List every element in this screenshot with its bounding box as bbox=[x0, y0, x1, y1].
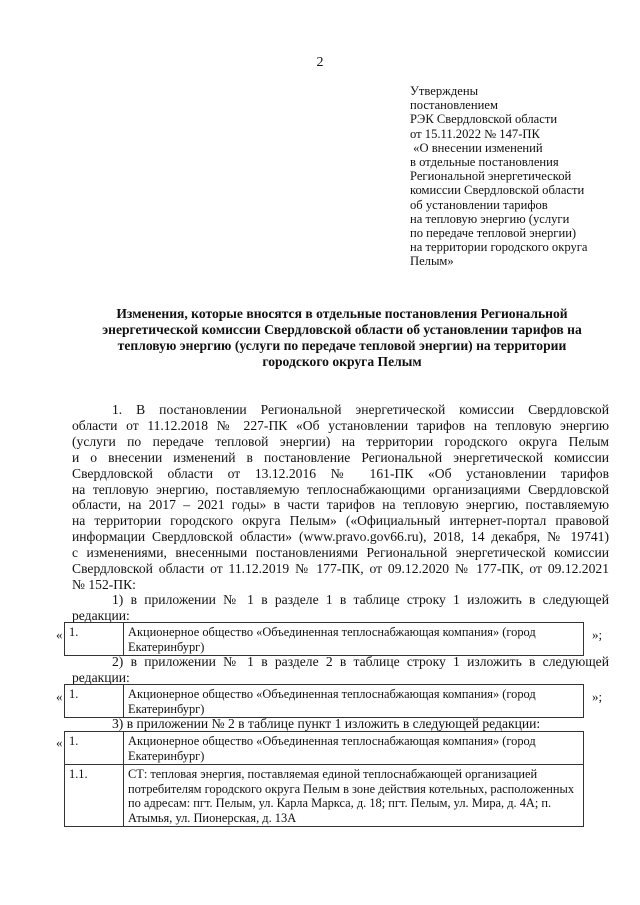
approval-line: Утверждены bbox=[410, 84, 479, 98]
paragraph-1 bbox=[72, 402, 609, 593]
paragraph-line: области от 11.12.2018 № 227-ПК «Об установлении тарифов на тепловую энергию bbox=[72, 417, 609, 433]
table-1 bbox=[64, 622, 584, 656]
quote-close: »; bbox=[592, 689, 603, 704]
paragraph-line: области, на 2017 – 2021 годы» в части тарифов на тепловую энергию, поставляемую bbox=[72, 497, 609, 513]
row-text: Акционерное общество «Объединенная теплоснабжающая компания» (город Екатеринбург) bbox=[124, 685, 584, 718]
paragraph-line: (услуги по передаче тепловой энергии) на территории городского округа Пелым bbox=[72, 433, 609, 449]
paragraph-line: 1. В постановлении Региональной энергетической комиссии Свердловской bbox=[112, 402, 609, 417]
title-line: городского округа Пелым bbox=[262, 354, 422, 369]
table-row bbox=[65, 765, 584, 827]
approval-line: на тепловую энергию (услуги bbox=[410, 211, 570, 226]
paragraph-line: и о внесении изменений в постановление Региональной энергетической комиссии bbox=[72, 449, 609, 465]
approval-line: на территории городского округа bbox=[410, 240, 588, 255]
item-text: 1) в приложении № 1 в разделе 1 в таблице строку 1 изложить в следующей bbox=[112, 592, 609, 607]
document-title bbox=[82, 306, 602, 370]
page-number: 2 bbox=[316, 55, 324, 70]
item-text: редакции: bbox=[72, 607, 130, 623]
quote-open: « bbox=[56, 689, 63, 704]
title-line: Изменения, которые вносятся в отдельные постановления Региональной bbox=[116, 306, 568, 321]
approval-line: по передаче тепловой энергии) bbox=[410, 226, 577, 241]
quote-close: »; bbox=[592, 627, 603, 642]
approval-line: об установлении тарифов bbox=[410, 197, 548, 212]
paragraph-line: на тепловую энергию, поставляемую теплоснабжающими организациями Свердловской bbox=[72, 481, 609, 497]
paragraph-line: информации Свердловской области» (www.pravo.gov66.ru), 2018, 14 декабря, № 19741) bbox=[72, 529, 609, 545]
approval-line: РЭК Свердловской области bbox=[410, 112, 558, 127]
title-line: тепловую энергию (услуги по передаче тепловой энергии) на территории bbox=[117, 338, 567, 353]
item-text: редакции: bbox=[72, 669, 130, 685]
row-number: 1. bbox=[65, 685, 124, 718]
paragraph-line: Свердловской области от 13.12.2016 № 161-ПК «Об установлении тарифов bbox=[72, 465, 609, 481]
quote-open: « bbox=[56, 627, 63, 642]
item-1 bbox=[72, 592, 609, 623]
item-2 bbox=[72, 654, 609, 685]
approval-block bbox=[410, 84, 625, 269]
item-text: 3) в приложении № 2 в таблице пункт 1 изложить в следующей редакции: bbox=[112, 716, 541, 731]
approval-line: постановлением bbox=[410, 98, 498, 113]
row-text: Акционерное общество «Объединенная теплоснабжающая компания» (город Екатеринбург) bbox=[124, 732, 584, 765]
row-number: 1.1. bbox=[65, 765, 124, 827]
approval-line: «О внесении изменений bbox=[410, 140, 543, 155]
title-line: энергетической комиссии Свердловской области об установлении тарифов на bbox=[102, 322, 582, 337]
paragraph-line: № 152-ПК: bbox=[72, 576, 136, 592]
paragraph-line: Свердловской области от 11.12.2019 № 177-ПК, от 09.12.2020 № 177-ПК, от 09.12.2021 bbox=[72, 561, 609, 577]
approval-line: комиссии Свердловской области bbox=[410, 183, 585, 198]
table-row bbox=[65, 685, 584, 718]
quote-open: « bbox=[56, 735, 63, 750]
approval-line: Пелым» bbox=[410, 254, 454, 269]
row-number: 1. bbox=[65, 732, 124, 765]
table-row bbox=[65, 623, 584, 656]
table-3 bbox=[64, 731, 584, 827]
approval-line: от 15.11.2022 № 147-ПК bbox=[410, 126, 540, 141]
row-number: 1. bbox=[65, 623, 124, 656]
table-2 bbox=[64, 684, 584, 718]
row-text: СТ: тепловая энергия, поставляемая единой теплоснабжающей организацией потребителям городского округа Пелым в зоне действия котельных, расположенных по адресам: пгт. Пелым, ул. Карла Маркса, д. 18; пгт. Пелым, ул. Мира, д. 4А; п. Атымья, ул. Пионерская, д. 13А bbox=[124, 765, 584, 827]
table-row bbox=[65, 732, 584, 765]
paragraph-line: на территории городского округа Пелым» («Официальный интернет-портал правовой bbox=[72, 513, 609, 529]
approval-line: в отдельные постановления bbox=[410, 155, 559, 170]
item-text: 2) в приложении № 1 в разделе 2 в таблице строку 1 изложить в следующей bbox=[112, 654, 609, 669]
paragraph-line: с изменениями, внесенными постановлениями Региональной энергетической комиссии bbox=[72, 545, 609, 561]
row-text: Акционерное общество «Объединенная теплоснабжающая компания» (город Екатеринбург) bbox=[124, 623, 584, 656]
item-3 bbox=[72, 716, 609, 732]
approval-line: Региональной энергетической bbox=[410, 169, 572, 184]
